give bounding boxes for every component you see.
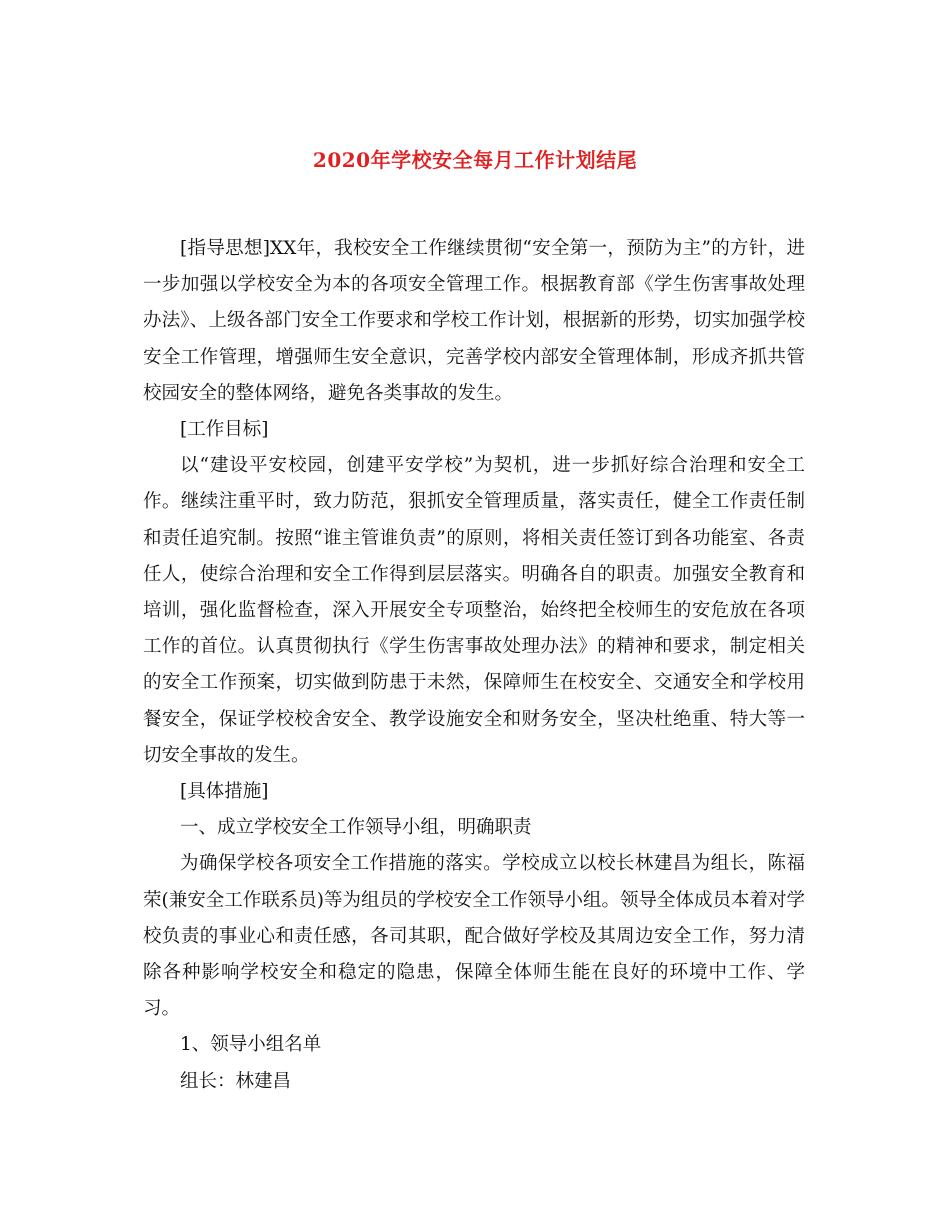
list-heading-member-list: 1、领导小组名单 <box>180 1034 322 1056</box>
paragraph-leadership-group: 为确保学校各项安全工作措施的落实。学校成立以校长林建昌为组长，陈福荣(兼安全工作联系员)等为组员的学校安全工作领导小组。领导全体成员本着对学校负责的事业心和责任感，各司其职，配合做好学校及其周边安全工作，努力清除各种影响学校安全和稳定的隐患，保障全体师生能在良好的环境中工作、学习。 <box>143 853 805 1020</box>
paragraph-guiding-ideology: [指导思想]XX年，我校安全工作继续贯彻“安全第一，预防为主”的方针，进一步加强以学校安全为本的各项安全管理工作。根据教育部《学生伤害事故处理办法》、上级各部门安全工作要求和学校工作计划，根据新的形势，切实加强学校安全工作管理，增强师生安全意识，完善学校内部安全管理体制，形成齐抓共管校园安全的整体网络，避免各类事故的发生。 <box>143 238 805 404</box>
subheading-leadership-group: 一、成立学校安全工作领导小组，明确职责 <box>180 817 532 839</box>
section-heading-specific-measures: [具体措施] <box>180 781 269 803</box>
document-title: 2020年学校安全每月工作计划结尾 <box>312 148 638 172</box>
document-body <box>143 231 805 1100</box>
section-heading-work-goals: [工作目标] <box>180 419 269 441</box>
line-group-leader: 组长：林建昌 <box>180 1070 292 1092</box>
paragraph-work-goals: 以“建设平安校园，创建平安学校”为契机，进一步抓好综合治理和安全工作。继续注重平时，致力防范，狠抓安全管理质量，落实责任，健全工作责任制和责任追究制。按照“谁主管谁负责”的原则，将相关责任签订到各功能室、各责任人，使综合治理和安全工作得到层层落实。明确各自的职责。加强安全教育和培训，强化监督检查，深入开展安全专项整治，始终把全校师生的安危放在各项工作的首位。认真贯彻执行《学生伤害事故处理办法》的精神和要求，制定相关的安全工作预案，切实做到防患于未然，保障师生在校安全、交通安全和学校用餐安全，保证学校校舍安全、教学设施安全和财务安全，坚决杜绝重、特大等一切安全事故的发生。 <box>143 455 805 766</box>
